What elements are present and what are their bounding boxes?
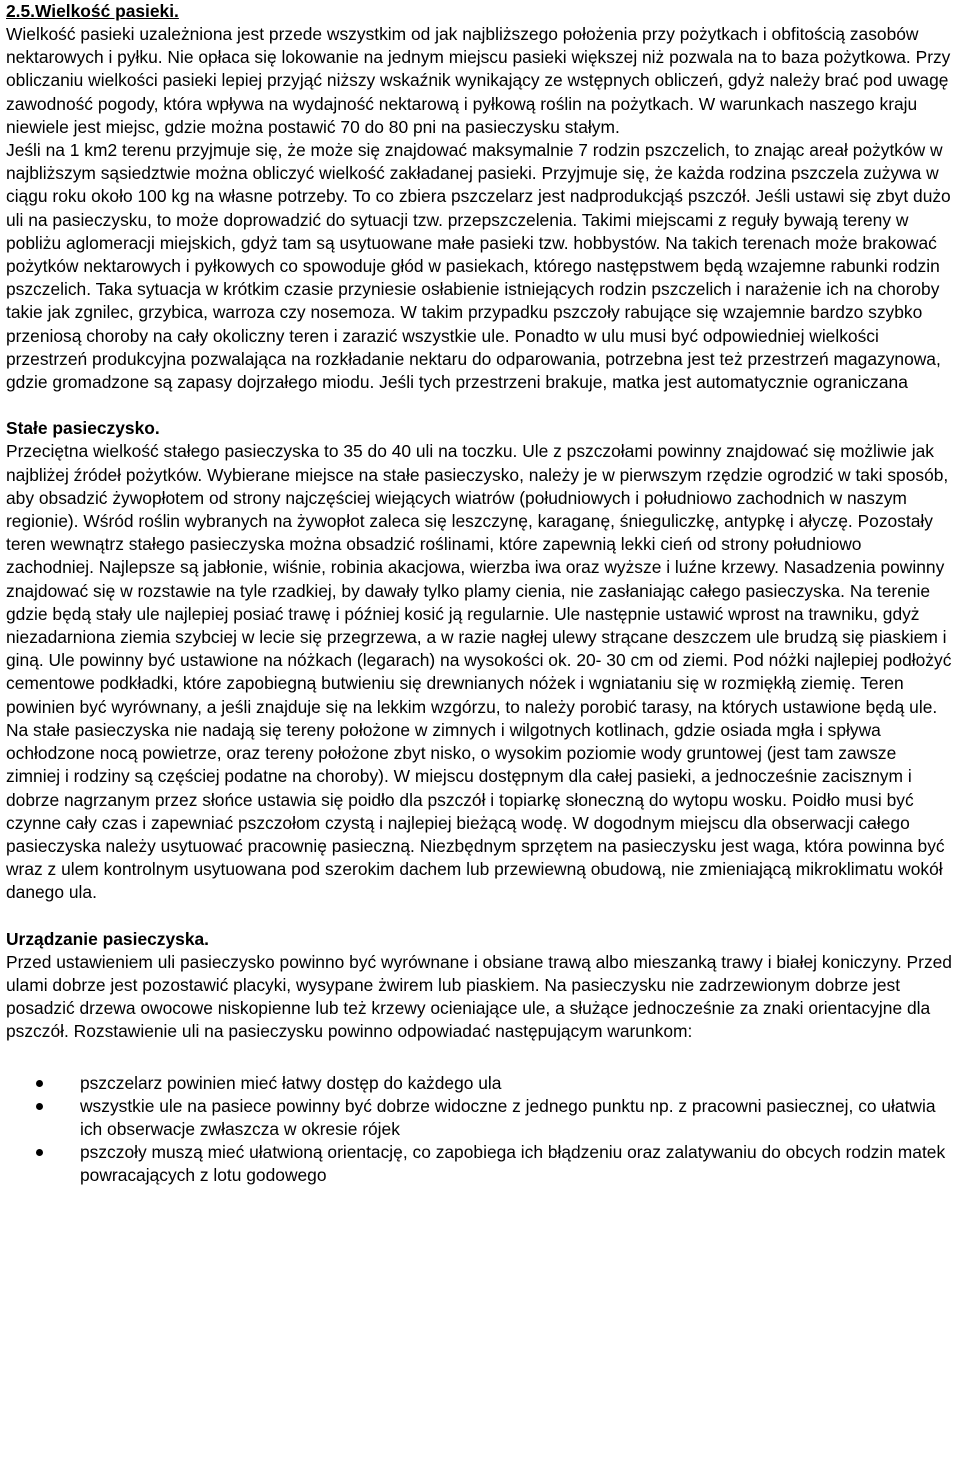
list-item: wszystkie ule na pasiece powinny być dobrze widoczne z jednego punktu np. z pracowni pasiecznej, co ułatwia ich obserwacje zwłaszcza w okresie rójek bbox=[6, 1095, 952, 1141]
list-item: pszczelarz powinien mieć łatwy dostęp do każdego ula bbox=[6, 1072, 952, 1095]
list-item: pszczoły muszą mieć ułatwioną orientację, co zapobiega ich błądzeniu oraz zalatywaniu do obcych rodzin matek powracających z lotu godowego bbox=[6, 1141, 952, 1187]
bullet-icon bbox=[36, 1103, 43, 1110]
apiary-setup-paragraph: Przed ustawieniem uli pasieczysko powinno być wyrównane i obsiane trawą albo mieszanką trawy i białej koniczyny. Przed ulami dobrze jest pozostawić placyki, wysypane żwirem lub piaskiem. Na pasieczysku nie zadrzewionym dobrze jest posadzić drzewa owocowe niskopienne lub też krzewy ocieniające ule, a służące jednocześnie za znaki orientacyjne dla pszczół. Rozstawienie uli na pasieczysku powinno odpowiadać następującym warunkom: bbox=[6, 951, 952, 1042]
conditions-list bbox=[6, 1072, 952, 1188]
permanent-apiary-heading: Stałe pasieczysko. bbox=[6, 418, 160, 439]
bullet-icon bbox=[36, 1149, 43, 1156]
section-title: 2.5.Wielkość pasieki. bbox=[6, 1, 179, 21]
permanent-apiary-paragraph: Przeciętna wielkość stałego pasieczyska to 35 do 40 uli na toczku. Ule z pszczołami powinny znajdować się możliwie jak najbliżej źródeł pożytków. Wybierane miejsce na stałe pasieczysko, należy je w pierwszym rzędzie ogrodzić w taki sposób, aby obsadzić żywopłotem od strony najczęściej wiejących wiatrów (południowych i południowo zachodnich w naszym regionie). Wśród roślin wybranych na żywopłot zaleca się leszczynę, karaganę, śnieguliczkę, antypkę i ałyczę. Pozostały teren wewnątrz stałego pasieczyska można obsadzić roślinami, które zapewnią lekki cień od strony południowo zachodniej. Najlepsze są jabłonie, wiśnie, robinia akacjowa, wierzba iwa oraz wyższe i luźne krzewy. Nasadzenia powinny znajdować się w rozstawie na tyle rzadkiej, by dawały tylko plamy cienia, nie zasłaniając całego pasieczyska. Na terenie gdzie będą stały ule najlepiej posiać trawę i później kosić ją regularnie. Ule następnie ustawić wprost na trawniku, gdyż niezadarniona ziemia szybciej w lecie się przegrzewa, a w razie nagłej ulewy strącane deszczem ule brudzą się piaskiem i giną. Ule powinny być ustawione na nóżkach (legarach) na wysokości ok. 20- 30 cm od ziemi. Pod nóżki najlepiej podłożyć cementowe podkładki, które zapobiegną butwieniu się drewnianych nóżek i wgniataniu się w rozmiękłą ziemię. Teren powinien być wyrównany, a jeśli znajduje się na lekkim wzgórzu, to należy porobić tarasy, na których ustawione będą ule. Na stałe pasieczyska nie nadają się tereny położone w zimnych i wilgotnych kotlinach, gdzie osiada mgła i spływa ochłodzone nocą powietrze, oraz tereny położone zbyt nisko, o wysokim poziomie wody gruntowej (jest tam zawsze zimniej i rodziny są częściej podatne na choroby). W miejscu dostępnym dla całej pasieki, a jednocześnie zacisznym i dobrze nagrzanym przez słońce ustawia się poidło dla pszczół i topiarkę słoneczną do wytopu wosku. Poidło musi być czynne cały czas i zapewniać pszczołom czystą i najlepiej bieżącą wodę. W dogodnym miejscu dla obserwacji całego pasieczyska należy usytuować pracownię pasieczną. Niezbędnym sprzętem na pasieczysku jest waga, która powinna być wraz z ulem kontrolnym usytuowana pod szerokim dachem lub przewiewną obudową, nie zmieniającą mikroklimatu wokół danego ula. bbox=[6, 441, 952, 903]
hive-count-paragraph: Jeśli na 1 km2 terenu przyjmuje się, że może się znajdować maksymalnie 7 rodzin pszczelich, to znając areał pożytków w najbliższym sąsiedztwie można obliczyć wielkość zakładanej pasieki. Przyjmuje się, że każda rodzina pszczela zużywa w ciągu roku około 100 kg na własne potrzeby. To co zbiera pszczelarz jest nadprodukcjąś pszczół. Jeśli ustawi się zbyt dużo uli na pasieczysku, to może doprowadzić do sytuacji tzw. przepszczelenia. Takimi miejscami z reguły bywają tereny w pobliżu aglomeracji miejskich, gdyż tam są usytuowane małe pasieki tzw. hobbystów. Na takich terenach może brakować pożytków nektarowych i pyłkowych co spowoduje głód w pasiekach, którego następstwem będą wzajemne rabunki rodzin pszczelich. Taka sytuacja w krótkim czasie przyniesie osłabienie istniejących rodzin pszczelich i narażenie ich na choroby takie jak zgnilec, grzybica, warroza czy nosemoza. W takim przypadku pszczoły rabujące się wzajemnie bardzo szybko przeniosą choroby na cały okoliczny teren i zarazić wszystkie ule. Ponadto w ulu musi być odpowiedniej wielkości przestrzeń produkcyjna pozwalająca na rozkładanie nektaru do odparowania, potrzebna jest też przestrzeń magazynowa, gdzie gromadzone są zapasy dojrzałego miodu. Jeśli tych przestrzeni brakuje, matka jest automatycznie ograniczana bbox=[6, 140, 951, 393]
intro-paragraph: Wielkość pasieki uzależniona jest przede wszystkim od jak najbliższego położenia przy pożytkach i obfitością zasobów nektarowych i pyłku. Nie opłaca się lokowanie na jednym miejscu pasieki większej niż pozwala na to baza pożytkowa. Przy obliczaniu wielkości pasieki lepiej przyjąć niższy wskaźnik wynikający ze wstępnych obliczeń, gdyż należy brać pod uwagę zawodność pogody, która wpływa na wydajność nektarową i pyłkową roślin na pożytkach. W warunkach naszego kraju niewiele jest miejsc, gdzie można postawić 70 do 80 pni na pasieczysku stałym. bbox=[6, 24, 951, 137]
apiary-setup-heading: Urządzanie pasieczyska. bbox=[6, 928, 209, 949]
spacer bbox=[6, 394, 952, 417]
spacer bbox=[6, 905, 952, 928]
spacer bbox=[6, 1044, 952, 1072]
bullet-icon bbox=[36, 1080, 43, 1087]
